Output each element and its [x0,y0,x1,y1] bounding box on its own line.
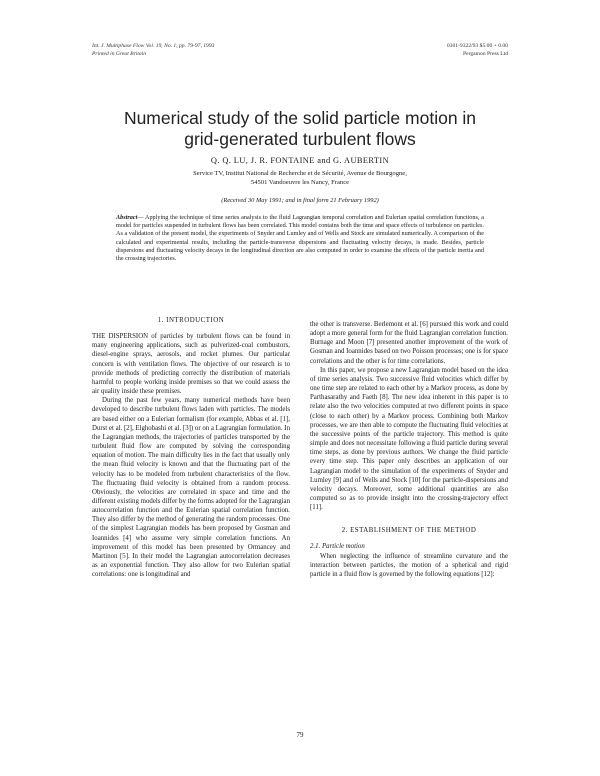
abstract [116,214,484,263]
publisher: Pergamon Press Ltd [463,50,508,57]
authors: Q. Q. LU, J. R. FONTAINE and G. AUBERTIN [210,156,390,165]
left-column [92,316,290,579]
journal-citation: Int. J. Multiphase Flow Vol. 19, No. 1, pp. 79-97, 1993 [92,43,215,49]
title-line-2: grid-generated turbulent flows [184,129,416,149]
paragraph: In this paper, we propose a new Lagrangian model based on the idea of time series analysis. Two successive fluid velocities which differ by one time step are related to each other by a Markov process, as done by Parthasarathy and Faeth [8]. The new idea inherent in this paper is to relate also the two velocities computed at two different points in space (close to each other) by a Markov process. Combining both Markov processes, we are then able to compute the fluctuating fluid velocities at the successive points of the particle trajectory. This method is quite simple and does not necessitate following a fluid particle during several time steps, as done by previous authors. We change the fluid particle every time step. This paper only describes an application of our Lagrangian model to the simulation of the experiments of Snyder and Lumley [9] and of Wells and Stock [10] for the particle-dispersions and velocity decays. Moreover, some additional quantities are also computed so as to provide insight into the crossing-trajectory effect [11]. [310,366,508,512]
issn-header [447,43,508,58]
spacer [310,512,508,526]
received-dates: (Received 30 May 1991; and in final form 21 February 1992) [221,197,379,204]
journal-header [92,43,214,58]
subsection-heading: 2.1. Particle motion [310,543,365,551]
paragraph: the other is transverse. Berlemont et al. [6] pursued this work and could adopt a more general form for the fluid Lagrangian correlation function. Burnage and Moon [7] presented another improvement of the work of Gosman and Ioannides based on two Poisson processes; one is for space correlations and the other is for time correlations. [310,321,508,365]
journal-printed: Printed in Great Britain [92,50,147,57]
abstract-label: Abstract [116,214,138,221]
affiliation-line-1: Service TV, Institut National de Recherche et de Sécurité, Avenue de Bourgogne, [193,170,407,177]
title-line-1: Numerical study of the solid particle motion in [123,108,477,128]
issn-price: 0301-9322/93 $5.00 + 0.00 [446,43,508,49]
paper-title [60,108,540,150]
right-column [310,320,508,579]
paragraph: During the past few years, many numerical methods have been developed to describe turbulent flows laden with particles. The models are based either on a Eulerian formalism (for example, Abbas et al. [1], Durst et al. [2], Elghobashi et al. [3]) or on a Lagrangian formulation. In the Lagrangian methods, the trajectories of particles transported by the turbulent fluid flow are computed by solving the corresponding equation of motion. The main difficulty lies in the fact that usually only the mean fluid velocity is known and that the fluctuating part of the velocity has to be modeled from turbulent characteristics of the flow. The fluctuating fluid velocity is obtained from a random process. Obviously, the velocities are correlated in space and time and the different existing models differ by the forms adopted for the Lagrangian autocorrelation function and the Eulerian spatial correlation function. They also differ by the method of generating the random processes. One of the simplest Lagrangian models has been proposed by Gosman and Ioannides [4] who assume very simple correlation functions. An improvement of this model has been presented by Ormancey and Martinon [5]. In their model the Lagrangian autocorrelation decreases as an exponential function. They also allow for two Eulerian spatial correlations: one is longitudinal and [92,397,290,579]
paragraph: When neglecting the influence of streamline curvature and the interaction between particles, the motion of a spherical and rigid particle in a fluid flow is governed by the following equations [12]: [310,552,508,578]
abstract-text: — Applying the technique of time series analysis to the fluid Lagrangian temporal correlation and Eulerian spatial correlation functions, a model for particles suspended in turbulent flows has been correlated. This model contains both the time and space effects of turbulence on particles. As a validation of the present model, the experiments of Snyder and Lumley and of Wells and Stock are simulated numerically. A comparison of the calculated and experimental results, including the particle-transverse dispersions and fluctuating velocity decays, is made. Besides, particle dispersions and fluctuating velocity decays in the longitudinal direction are also computed in order to examine the effects of the particle inertia and the crossing trajectories. [116,214,484,263]
page-number: 79 [296,731,304,739]
affiliation-line-2: 54501 Vandoeuvre les Nancy, France [250,178,350,186]
section-heading-introduction: 1. INTRODUCTION [157,317,225,324]
paragraph: THE DISPERSION of particles by turbulent flows can be found in many engineering applications, such as pulverized-coal combustors, diesel-engine sprays, aerosols, and rocket plumes. Our particular concern is with ventilation flows. The objective of our research is to provide methods of predicting correctly the distribution of materials harmful to people working inside premises so that we could assess the air quality inside these premises. [92,333,290,396]
affiliation [100,170,500,187]
section-heading-method: 2. ESTABLISHMENT OF THE METHOD [341,527,477,535]
